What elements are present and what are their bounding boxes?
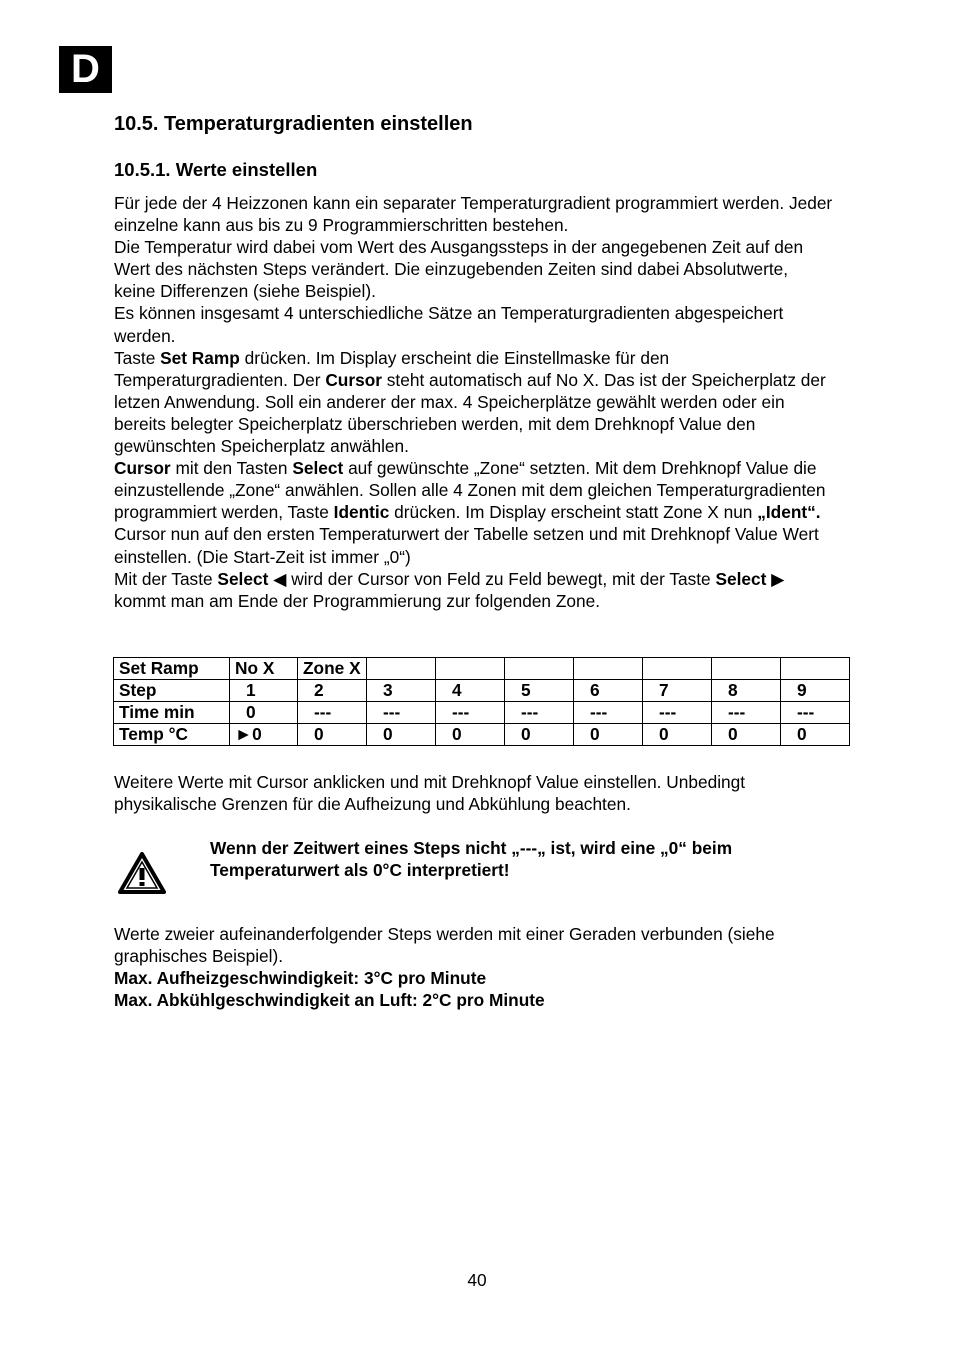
table-cell: 1 bbox=[230, 680, 298, 702]
table-cell: 0 bbox=[230, 702, 298, 724]
max-heating-rate: Max. Aufheizgeschwindigkeit: 3°C pro Minute bbox=[114, 968, 487, 989]
table-cell: --- bbox=[643, 702, 712, 724]
subsection-heading: 10.5.1. Werte einstellen bbox=[114, 159, 318, 180]
table-cell: 0 bbox=[643, 724, 712, 746]
table-cell: 0 bbox=[298, 724, 367, 746]
table-cell: 0 bbox=[436, 724, 505, 746]
table-cell: No X bbox=[230, 658, 298, 680]
table-cell: --- bbox=[367, 702, 436, 724]
after-table-text: Weitere Werte mit Cursor anklicken und mit Drehknopf Value einstellen. Unbedingt physikalische Grenzen für die Aufheizung und Abkühlung beachten. bbox=[114, 772, 746, 815]
paragraph-5: Cursor mit den Tasten Select auf gewünschte „Zone“ setzten. Mit dem Drehknopf Value die einzustellende „Zone“ anwählen. Sollen alle 4 Zonen mit dem gleichen Temperaturgradienten programmiert werden, Taste Identic drücken. Im Display erscheint statt Zone X nun „Ident“. bbox=[114, 458, 826, 523]
table-cell: Set Ramp bbox=[114, 658, 230, 680]
paragraph-3: Es können insgesamt 4 unterschiedliche Sätze an Temperaturgradienten abgespeichert werden. bbox=[114, 303, 784, 346]
table-cell: 0 bbox=[712, 724, 781, 746]
footer-block bbox=[114, 923, 834, 1011]
table-cell bbox=[436, 658, 505, 680]
table-cell: --- bbox=[712, 702, 781, 724]
table-cell: 6 bbox=[574, 680, 643, 702]
ramp-table bbox=[113, 657, 850, 746]
table-cell: Time min bbox=[114, 702, 230, 724]
paragraph-7: Mit der Taste Select ◀ wird der Cursor von Feld zu Feld bewegt, mit der Taste Select ▶ kommt man am Ende der Programmierung zur folgenden Zone. bbox=[114, 568, 785, 611]
table-row bbox=[114, 680, 850, 702]
max-cooling-rate: Max. Abkühlgeschwindigkeit an Luft: 2°C pro Minute bbox=[114, 990, 545, 1011]
section-heading: 10.5. Temperaturgradienten einstellen bbox=[114, 113, 473, 135]
table-row bbox=[114, 658, 850, 680]
table-cell: --- bbox=[298, 702, 367, 724]
table-cell: --- bbox=[574, 702, 643, 724]
instructions-body bbox=[114, 192, 834, 612]
table-cell: Zone X bbox=[298, 658, 367, 680]
table-cell: 0 bbox=[781, 724, 850, 746]
table-cell: Step bbox=[114, 680, 230, 702]
table-cell: 3 bbox=[367, 680, 436, 702]
table-cell: --- bbox=[505, 702, 574, 724]
table-row bbox=[114, 724, 850, 746]
table-cell bbox=[574, 658, 643, 680]
table-cell: --- bbox=[781, 702, 850, 724]
table-cell: 5 bbox=[505, 680, 574, 702]
table-cell bbox=[712, 658, 781, 680]
table-cell bbox=[643, 658, 712, 680]
language-badge: D bbox=[59, 46, 112, 93]
table-cell: 0 bbox=[505, 724, 574, 746]
footer-paragraph: Werte zweier aufeinanderfolgender Steps werden mit einer Geraden verbunden (siehe graphisches Beispiel). bbox=[114, 924, 775, 967]
paragraph-6: Cursor nun auf den ersten Temperaturwert der Tabelle setzen und mit Drehknopf Value Wert einstellen. (Die Start-Zeit ist immer „0“) bbox=[114, 524, 819, 567]
table-cell: 4 bbox=[436, 680, 505, 702]
table-cell bbox=[505, 658, 574, 680]
paragraph-1: Für jede der 4 Heizzonen kann ein separater Temperaturgradient programmiert werden. Jeder einzelne kann aus bis zu 9 Programmierschritten bestehen. bbox=[114, 193, 833, 236]
table-cell: ►0 bbox=[230, 724, 298, 746]
table-cell: 8 bbox=[712, 680, 781, 702]
table-cell bbox=[781, 658, 850, 680]
warning-triangle-icon bbox=[118, 852, 166, 894]
paragraph-4: Taste Set Ramp drücken. Im Display erscheint die Einstellmaske für den Temperaturgradienten. Der Cursor steht automatisch auf No X. Das ist der Speicherplatz der letzen Anwendung. Soll ein anderer der max. 4 Speicherplätze gewählt werden oder ein bereits belegter Speicherplatz überschrieben werden, mit dem Drehknopf Value den gewünschten Speicherplatz anwählen. bbox=[114, 347, 826, 457]
warning-text: Wenn der Zeitwert eines Steps nicht „---„ ist, wird eine „0“ beim Temperaturwert als 0°C interpretiert! bbox=[210, 838, 733, 881]
paragraph-2: Die Temperatur wird dabei vom Wert des Ausgangssteps in der angegebenen Zeit auf den Wert des nächsten Steps verändert. Die einzugebenden Zeiten sind dabei Absolutwerte, keine Differenzen (siehe Beispiel). bbox=[114, 237, 804, 302]
table-cell bbox=[367, 658, 436, 680]
table-cell: 9 bbox=[781, 680, 850, 702]
table-cell: 0 bbox=[574, 724, 643, 746]
table-cell: 2 bbox=[298, 680, 367, 702]
table-cell: Temp °C bbox=[114, 724, 230, 746]
table-cell: 7 bbox=[643, 680, 712, 702]
table-cell: --- bbox=[436, 702, 505, 724]
table-cell: 0 bbox=[367, 724, 436, 746]
table-row bbox=[114, 702, 850, 724]
page-number: 40 bbox=[467, 1270, 487, 1290]
